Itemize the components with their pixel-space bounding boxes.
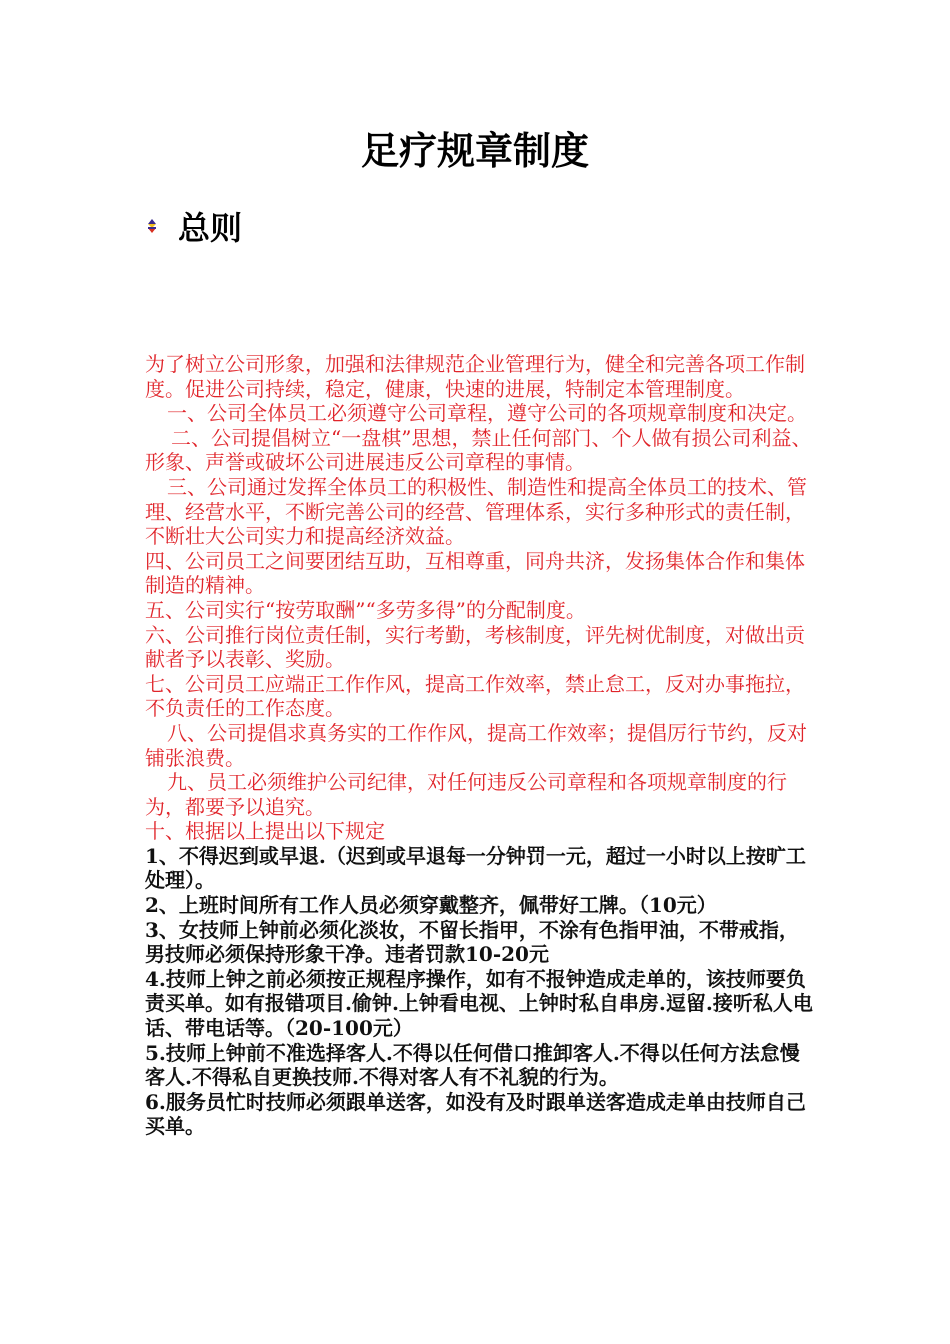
paragraph: 九、员工必须维护公司纪律，对任何违反公司章程和各项规章制度的行为，都要予以追究。	[145, 770, 787, 819]
paragraph: 十、根据以上提出以下规定	[145, 819, 385, 844]
section-title: 总则	[178, 209, 243, 247]
document-body	[145, 352, 813, 1139]
document-title: 足疗规章制度	[360, 129, 589, 173]
paragraph: 一、公司全体员工必须遵守公司章程，遵守公司的各项规章制度和决定。	[167, 401, 807, 426]
paragraph-list	[145, 352, 813, 844]
rule-item: 3、女技师上钟前必须化淡妆，不留长指甲，不涂有色指甲油，不带戒指，男技师必须保持形象干净。违者罚款10-20元	[145, 917, 799, 967]
rule-item: 6.服务员忙时技师必须跟单送客，如没有及时跟单送客造成走单由技师自己买单。	[145, 1089, 806, 1139]
rule-list	[145, 844, 813, 1139]
rule-item: 5.技师上钟前不准选择客人.不得以任何借口推卸客人.不得以任何方法怠慢客人.不得私自更换技师.不得对客人有不礼貌的行为。	[145, 1040, 800, 1090]
rule-item: 1、不得迟到或早退.（迟到或早退每一分钟罚一元，超过一小时以上按旷工处理）。	[145, 843, 806, 893]
paragraph: 六、公司推行岗位责任制，实行考勤，考核制度，评先树优制度，对做出贡献者予以表彰、奖励。	[145, 622, 805, 672]
paragraph: 五、公司实行“按劳取酬”“多劳多得”的分配制度。	[145, 597, 586, 622]
diamond-bullet-icon	[144, 218, 160, 234]
paragraph: 为了树立公司形象，加强和法律规范企业管理行为，健全和完善各项工作制度。促进公司持续，稳定，健康，快速的进展，特制定本管理制度。	[145, 352, 805, 401]
paragraph: 四、公司员工之间要团结互助，互相尊重，同舟共济，发扬集体合作和集体制造的精神。	[145, 548, 805, 598]
paragraph: 三、公司通过发挥全体员工的积极性、制造性和提高全体员工的技术、管理、经营水平，不断完善公司的经营、管理体系，实行多种形式的责任制，不断壮大公司实力和提高经济效益。	[145, 474, 807, 549]
paragraph: 八、公司提倡求真务实的工作作风，提高工作效率；提倡厉行节约，反对铺张浪费。	[145, 720, 807, 770]
rule-item: 4.技师上钟之前必须按正规程序操作，如有不报钟造成走单的，该技师要负责买单。如有报错项目.偷钟.上钟看电视、上钟时私自串房.逗留.接听私人电话、带电话等。（20-100元）	[145, 966, 813, 1041]
section-heading	[144, 203, 242, 249]
paragraph: 七、公司员工应端正工作作风，提高工作效率，禁止怠工，反对办事拖拉，不负责任的工作态度。	[145, 671, 805, 721]
rule-item: 2、上班时间所有工作人员必须穿戴整齐，佩带好工牌。（10元）	[145, 893, 717, 918]
paragraph: 二、公司提倡树立“一盘棋”思想，禁止任何部门、个人做有损公司利益、形象、声誉或破坏公司进展违反公司章程的事情。	[145, 425, 812, 475]
